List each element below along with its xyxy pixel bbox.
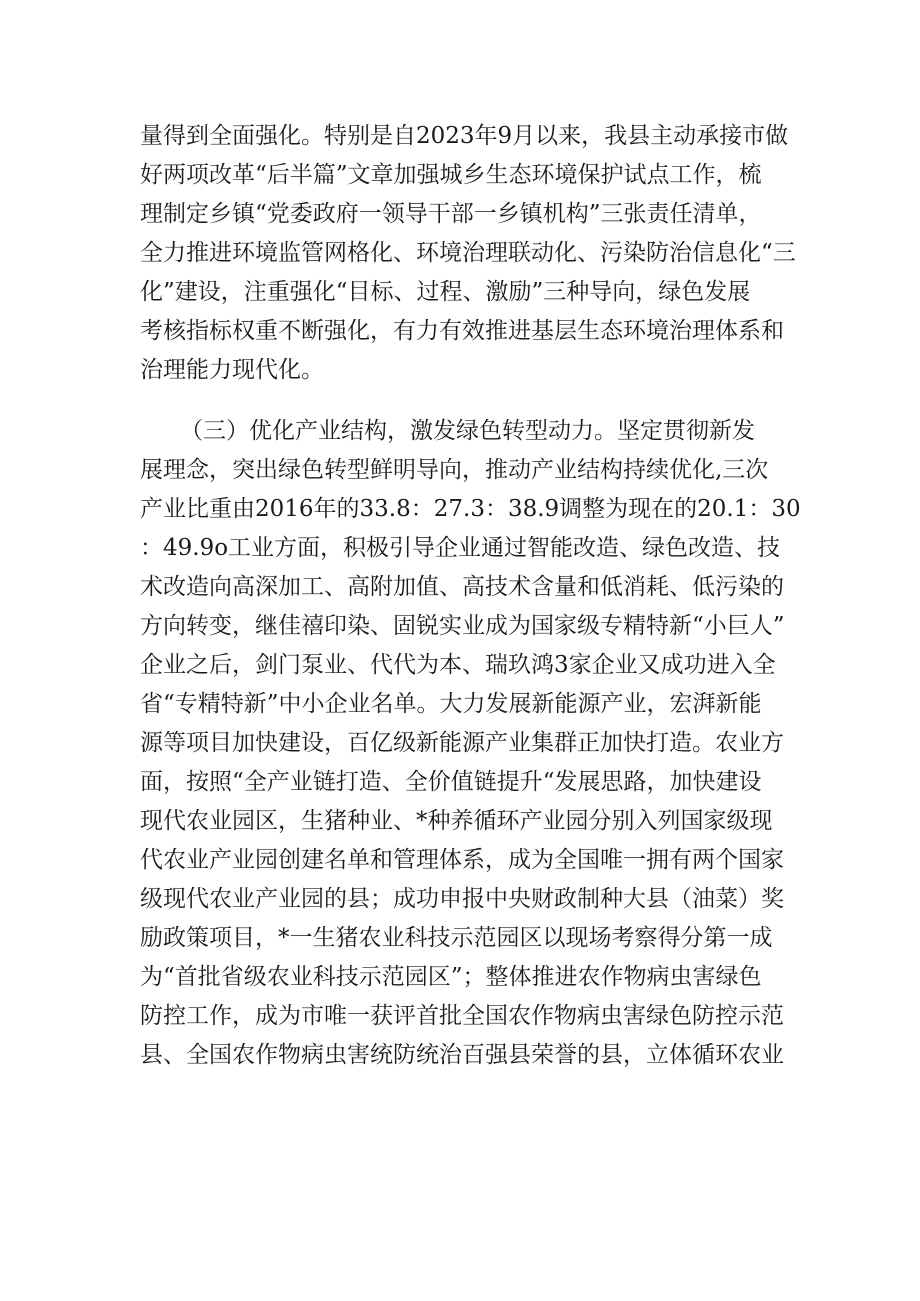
- paragraph-2-line-7: 企业之后，剑门泵业、代代为本、瑞玖鸿3家企业又成功进入全: [140, 652, 776, 678]
- paragraph-1-line-6: 考核指标权重不断强化，有力有效推进基层生态环境治理体系和: [140, 318, 784, 344]
- paragraph-1-line-1: 量得到全面强化。特别是自2023年9月以来，我县主动承接市做: [140, 123, 789, 149]
- paragraph-1-line-5: 化”建设，注重强化“目标、过程、激励”三种导向，绿色发展: [140, 279, 751, 305]
- paragraph-2-line-6: 方向转变，继佳禧印染、固锐实业成为国家级专精特新“小巨人”: [140, 613, 785, 639]
- paragraph-1-line-3: 理制定乡镇“党委政府一领导干部一乡镇机构”三张责任清单，: [140, 201, 762, 227]
- paragraph-2-line-2: 展理念，突出绿色转型鲜明导向，推动产业结构持续优化,三次: [140, 457, 769, 483]
- paragraph-2-line-16: 防控工作，成为市唯一获评首批全国农作物病虫害绿色防控示范: [140, 1003, 784, 1029]
- paragraph-2-line-5: 术改造向高深加工、高附加值、高技术含量和低消耗、低污染的: [140, 574, 784, 600]
- paragraph-1-line-4: 全力推进环境监管网格化、环境治理联动化、污染防治信息化“三: [140, 240, 796, 266]
- paragraph-2-line-17: 县、全国农作物病虫害统防统治百强县荣誉的县，立体循环农业: [140, 1042, 784, 1068]
- paragraph-2-line-3: 产业比重由2016年的33.8：27.3：38.9调整为现在的20.1：30: [140, 496, 801, 522]
- paragraph-2-line-9: 源等项目加快建设，百亿级新能源产业集群正加快打造。农业方: [140, 730, 784, 756]
- paragraph-2-line-11: 现代农业园区，生猪种业、*种养循环产业园分别入列国家级现: [140, 808, 773, 834]
- paragraph-1-line-2: 好两项改革“后半篇”文章加强城乡生态环境保护试点工作，梳: [140, 162, 762, 188]
- paragraph-2-line-15: 为“首批省级农业科技示范园区”；整体推进农作物病虫害绿色: [140, 964, 762, 990]
- paragraph-2-line-8: 省“专精特新”中小企业名单。大力发展新能源产业，宏湃新能: [140, 691, 762, 717]
- paragraph-2-line-14: 励政策项目，*一生猪农业科技示范园区以现场考察得分第一成: [140, 925, 773, 951]
- paragraph-2-line-10: 面，按照“全产业链打造、全价值链提升“发展思路，加快建设: [140, 769, 762, 795]
- paragraph-2-line-12: 代农业产业园创建名单和管理体系，成为全国唯一拥有两个国家: [140, 847, 784, 873]
- paragraph-1-line-7: 治理能力现代化。: [140, 357, 324, 383]
- paragraph-2-line-4: ：49.9o工业方面，积极引导企业通过智能改造、绿色改造、技: [140, 535, 781, 561]
- paragraph-2-line-1: （三）优化产业结构，激发绿色转型动力。坚定贯彻新发: [180, 418, 755, 444]
- paragraph-2-line-13: 级现代农业产业园的县；成功申报中央财政制种大县（油菜）奖: [140, 886, 784, 912]
